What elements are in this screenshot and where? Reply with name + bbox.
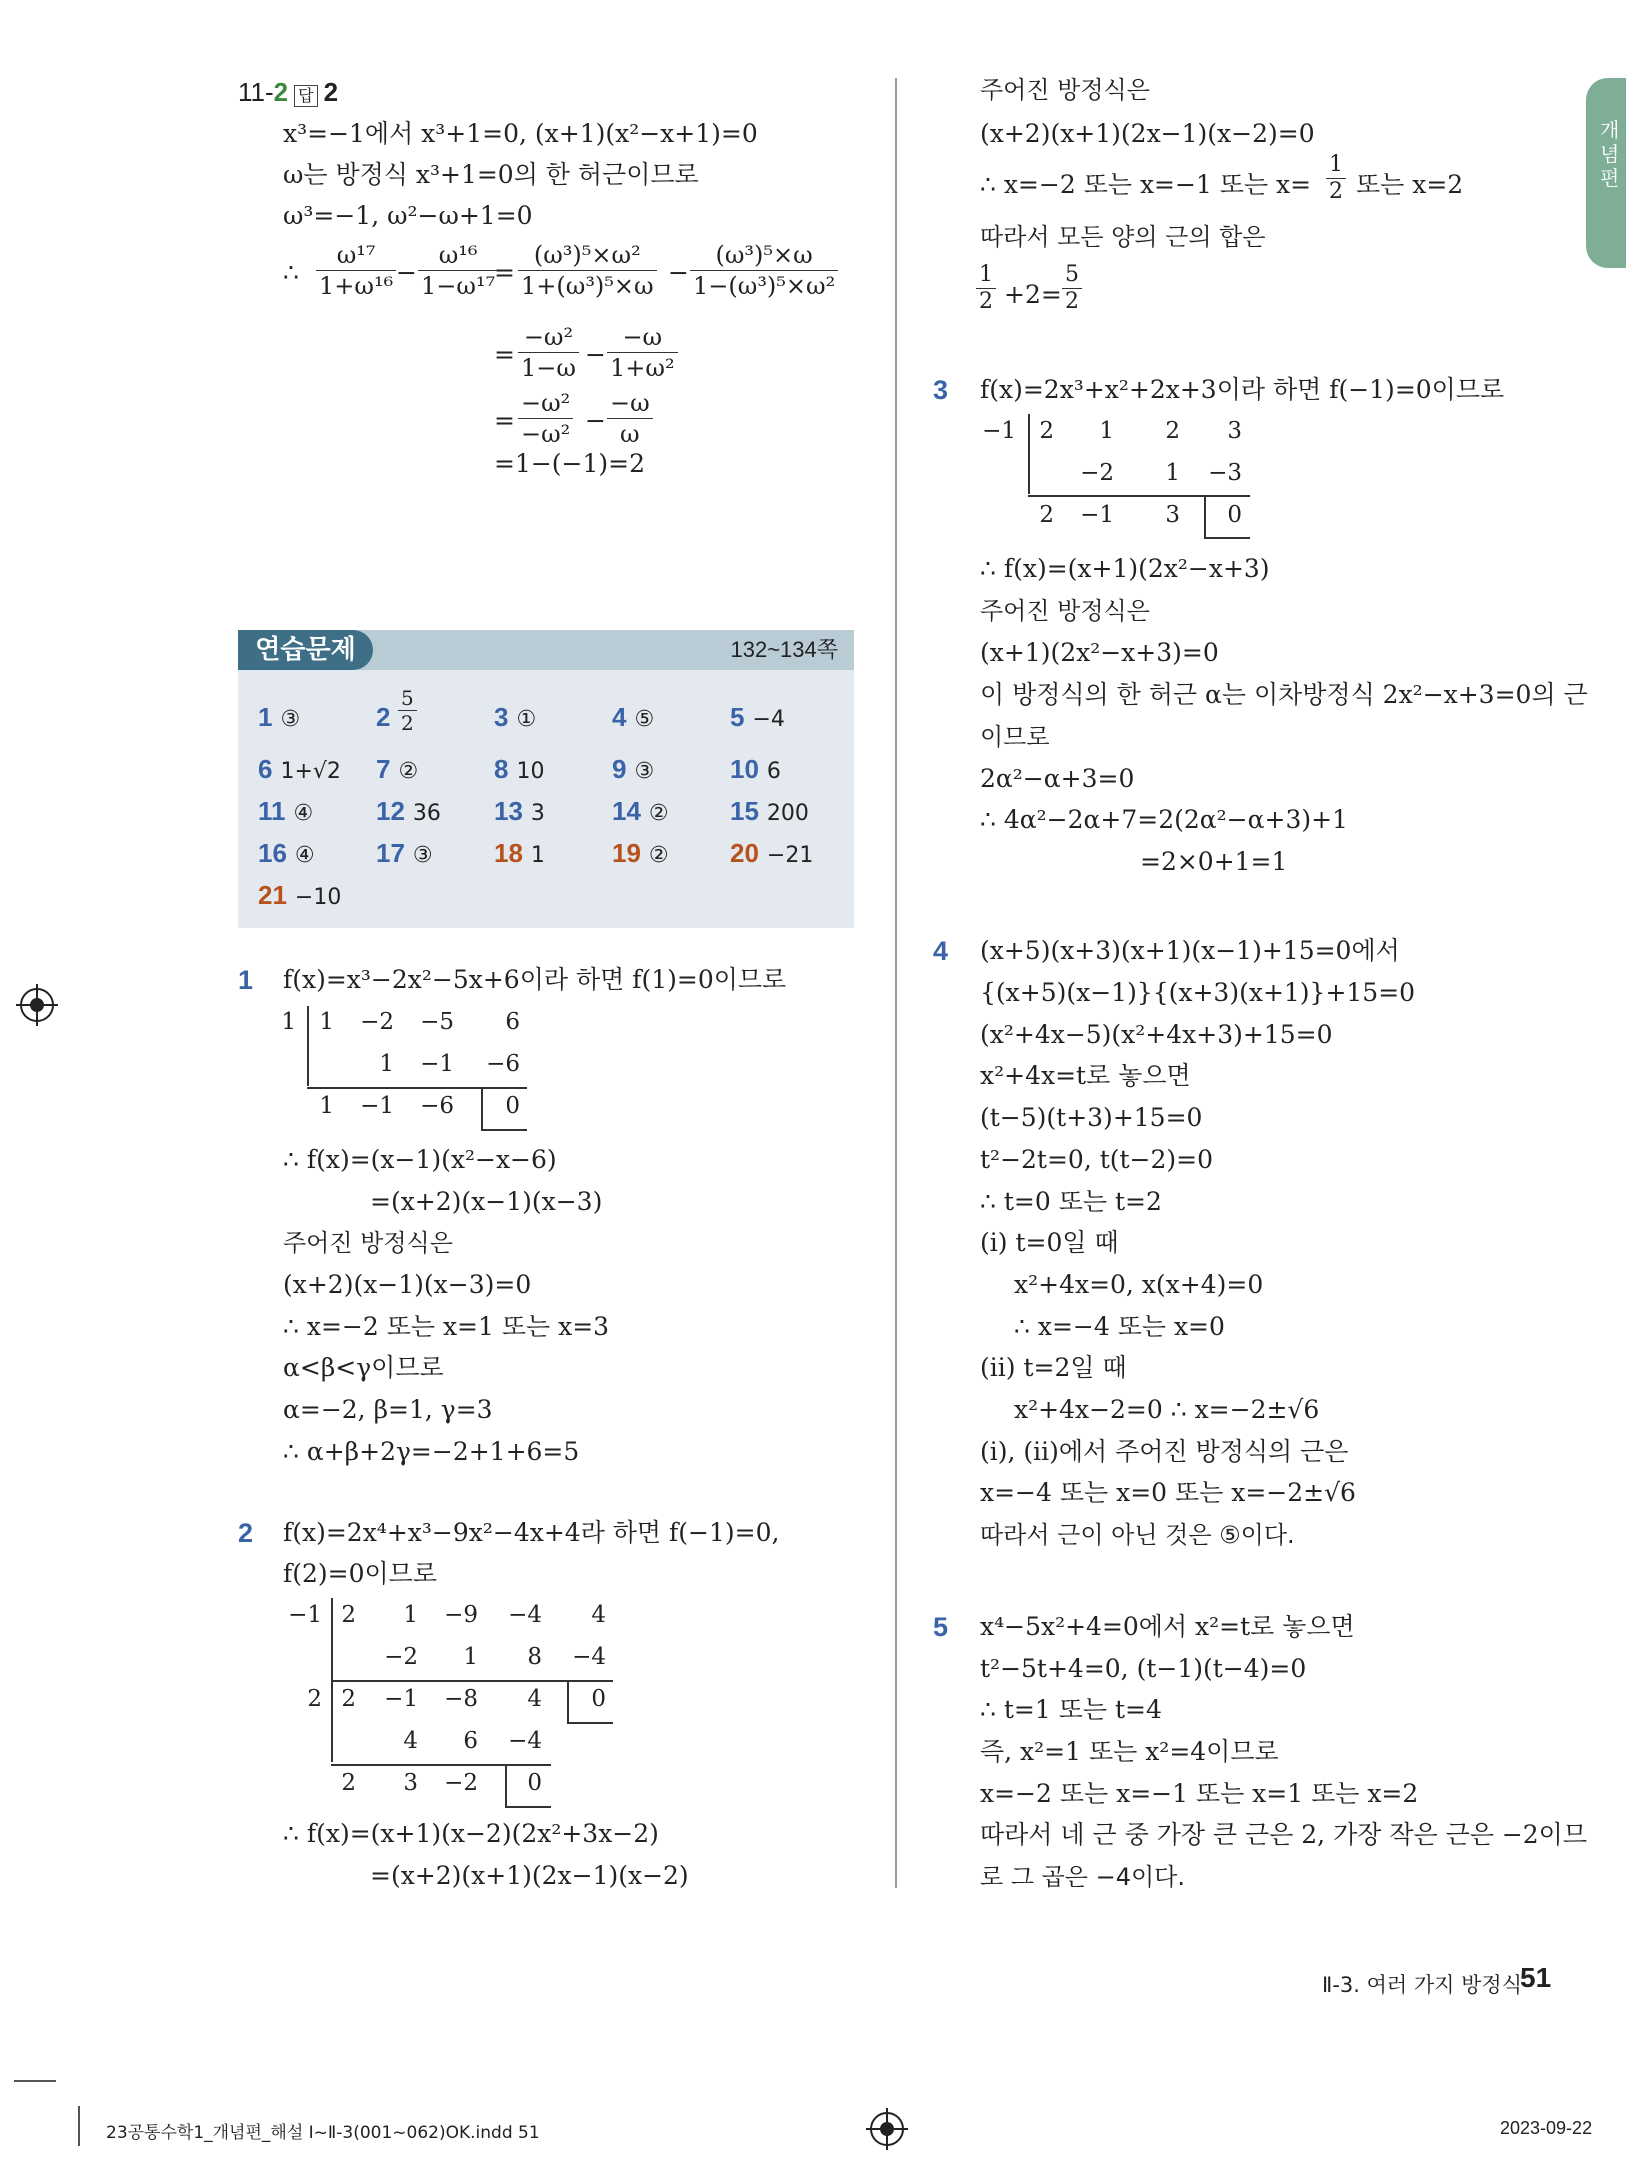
denominator: 1+ω² <box>610 354 675 382</box>
answer-label-box: 답 <box>294 85 317 107</box>
text-line: ∴ 4α²−2α+7=2(2α²−α+3)+1 <box>980 805 1348 834</box>
sd-cell: 2 <box>341 1602 356 1628</box>
sd-cell: 4 <box>527 1686 542 1712</box>
answer-item <box>494 838 545 869</box>
denominator: 2 <box>1329 179 1343 204</box>
print-date: 2023-09-22 <box>1500 2118 1593 2138</box>
sd-cell: 2 <box>1039 502 1054 528</box>
text-line: t²−2t=0, t(t−2)=0 <box>980 1145 1214 1174</box>
text-line: f(x)=2x³+x²+2x+3이라 하면 f(−1)=0이므로 <box>980 375 1505 404</box>
sd-remainder: 0 <box>1227 502 1242 528</box>
sd-cell: 2 <box>1165 418 1180 444</box>
solution-number: 5 <box>933 1612 949 1642</box>
answer-number: 13 <box>494 796 523 826</box>
sd-cell: 4 <box>403 1728 418 1754</box>
answer-number: 15 <box>730 796 759 826</box>
answer-item <box>730 754 781 785</box>
column-divider <box>895 78 897 1888</box>
answer-item <box>258 880 341 911</box>
sd-cell: −1 <box>384 1686 418 1712</box>
sd-cell: 1 <box>319 1093 334 1119</box>
text-line: 주어진 방정식은 <box>283 1229 453 1257</box>
operator: = <box>494 258 515 287</box>
chapter-label: Ⅱ-3. 여러 가지 방정식 <box>1322 1973 1522 1997</box>
text-line: (x+2)(x−1)(x−3)=0 <box>283 1270 532 1299</box>
sd-cell: 1 <box>379 1051 394 1077</box>
text-line: ∴ x=−2 또는 x=1 또는 x=3 <box>283 1312 610 1341</box>
answer-value: ② <box>648 801 669 826</box>
answer-number: 4 <box>612 702 627 732</box>
text-line: (t−5)(t+3)+15=0 <box>980 1103 1203 1132</box>
numerator: 5 <box>398 686 417 711</box>
fraction <box>976 262 996 315</box>
answer-number: 16 <box>258 838 287 868</box>
sd-cell: 1 <box>319 1009 334 1035</box>
sd-cell: 2 <box>341 1770 356 1796</box>
registration-mark-icon <box>870 2112 904 2146</box>
text-line: ∴ t=0 또는 t=2 <box>980 1187 1162 1216</box>
sd-cell: 2 <box>1039 418 1054 444</box>
sd-rule <box>505 1764 507 1806</box>
text-line: f(2)=0이므로 <box>283 1559 437 1588</box>
numerator: ω¹⁷ <box>316 240 396 271</box>
text-line: ∴ α+β+2γ=−2+1+6=5 <box>283 1437 580 1466</box>
answer-value: −21 <box>766 843 814 868</box>
fraction <box>690 240 838 301</box>
answer-value: −10 <box>294 885 342 910</box>
sd-cell: 1 <box>1165 460 1180 486</box>
denominator: 1−ω¹⁷ <box>421 272 496 300</box>
sd-remainder: 0 <box>527 1770 542 1796</box>
sd-cell: −6 <box>420 1093 454 1119</box>
answer-item <box>376 796 441 827</box>
answer-item <box>494 754 544 785</box>
answer-item <box>258 838 315 869</box>
answer-item <box>612 754 654 785</box>
sd-cell: 1 <box>463 1644 478 1670</box>
numerator: −ω <box>607 322 678 353</box>
text-line: {(x+5)(x−1)}{(x+3)(x+1)}+15=0 <box>980 978 1416 1007</box>
registration-mark-icon <box>20 988 54 1022</box>
sd-cell: 6 <box>463 1728 478 1754</box>
page-number: 51 <box>1520 1962 1552 1993</box>
text-line: 따라서 모든 양의 근의 합은 <box>980 223 1266 251</box>
panel-page-range: 132~134쪽 <box>730 637 838 662</box>
answer-number: 6 <box>258 754 273 784</box>
print-file-name: 23공통수학1_개념편_해설 Ⅰ~Ⅱ-3(001~062)OK.indd 51 <box>106 2123 540 2143</box>
numerator: −ω² <box>518 388 573 419</box>
practice-answers-panel <box>238 630 854 928</box>
fraction <box>398 686 417 735</box>
answer-item <box>494 796 545 827</box>
sd-cell: 3 <box>403 1770 418 1796</box>
sd-cell: 6 <box>505 1009 520 1035</box>
sd-cell: −6 <box>486 1051 520 1077</box>
text-line: ∴ x=−2 또는 x=−1 또는 x= <box>980 170 1312 199</box>
answer-value: ③ <box>634 759 655 784</box>
sd-divisor: −1 <box>982 418 1016 444</box>
sd-cell: 8 <box>527 1644 542 1670</box>
text-line: t²−5t+4=0, (t−1)(t−4)=0 <box>980 1654 1307 1683</box>
sd-cell: −4 <box>508 1728 542 1754</box>
answer-value: 1 <box>530 843 545 868</box>
section-side-tab <box>1586 78 1626 268</box>
answer-value: 10 <box>516 759 545 784</box>
sd-cell: 3 <box>1227 418 1242 444</box>
answer-item <box>494 702 536 733</box>
operator: − <box>396 258 417 287</box>
answer-value: 2 <box>323 77 339 107</box>
text-line: α=−2, β=1, γ=3 <box>283 1395 493 1424</box>
answer-number: 17 <box>376 838 405 868</box>
sd-cell: −3 <box>1208 460 1242 486</box>
sd-divisor: 2 <box>307 1686 322 1712</box>
fraction <box>518 240 657 301</box>
answer-value: ② <box>648 843 669 868</box>
answer-item <box>612 702 654 733</box>
text-line: ω는 방정식 x³+1=0의 한 허근이므로 <box>283 160 699 189</box>
fraction <box>418 240 498 301</box>
numerator: (ω³)⁵×ω <box>690 240 838 271</box>
fraction <box>1326 152 1346 205</box>
answer-value: ③ <box>412 843 433 868</box>
operator: − <box>585 406 606 435</box>
text-line: ∴ f(x)=(x+1)(x−2)(2x²+3x−2) <box>283 1819 659 1848</box>
text-line: x⁴−5x²+4=0에서 x²=t로 놓으면 <box>980 1612 1355 1641</box>
text-line: ∴ t=1 또는 t=4 <box>980 1695 1162 1724</box>
answer-number: 18 <box>494 838 523 868</box>
sd-cell: −4 <box>572 1644 606 1670</box>
answer-number: 20 <box>730 838 759 868</box>
denominator: 1−ω <box>521 354 576 382</box>
crop-mark <box>78 2106 80 2146</box>
answer-item <box>258 702 300 733</box>
answer-value: 6 <box>766 759 781 784</box>
sd-rule <box>567 1680 569 1722</box>
denominator: 2 <box>1065 289 1079 314</box>
text-line: ω³=−1, ω²−ω+1=0 <box>283 201 533 230</box>
text-line: (x+2)(x+1)(2x−1)(x−2)=0 <box>980 119 1315 148</box>
problem-number-suffix: 2 <box>273 77 289 107</box>
numerator: 1 <box>976 262 996 289</box>
text-line: =1−(−1)=2 <box>494 449 646 478</box>
fraction <box>607 388 653 449</box>
answer-number: 10 <box>730 754 759 784</box>
answer-value: −4 <box>752 707 785 732</box>
sd-cell: 1 <box>1099 418 1114 444</box>
answer-item <box>612 838 669 869</box>
answer-number: 14 <box>612 796 641 826</box>
sd-cell: −8 <box>444 1686 478 1712</box>
answer-value: 3 <box>530 801 545 826</box>
sd-rule <box>481 1087 483 1129</box>
answer-value: 36 <box>412 801 441 826</box>
solution-number: 3 <box>933 375 949 405</box>
numerator: 1 <box>1326 152 1346 179</box>
text-line: 주어진 방정식은 <box>980 76 1150 104</box>
text-line: ∴ f(x)=(x−1)(x²−x−6) <box>283 1145 557 1174</box>
operator: = <box>494 340 515 369</box>
text-line: 따라서 네 근 중 가장 큰 근은 2, 가장 작은 근은 −2이므 <box>980 1820 1587 1849</box>
answer-number: 2 <box>376 702 391 732</box>
side-tab-label: 개념편 <box>1600 118 1620 190</box>
fraction <box>518 322 579 383</box>
answer-item <box>612 796 669 827</box>
sd-remainder: 0 <box>591 1686 606 1712</box>
text-line: +2= <box>1004 280 1062 309</box>
solution-number: 2 <box>238 1518 254 1548</box>
text-line: α<β<γ이므로 <box>283 1353 444 1382</box>
numerator: (ω³)⁵×ω² <box>518 240 657 271</box>
text-line: x=−2 또는 x=−1 또는 x=1 또는 x=2 <box>980 1779 1419 1808</box>
sd-divisor: 1 <box>281 1009 296 1035</box>
denominator: −ω² <box>521 420 571 448</box>
sd-cell: −1 <box>1080 502 1114 528</box>
text-line: (ⅱ) t=2일 때 <box>980 1353 1127 1382</box>
denominator: 1−(ω³)⁵×ω² <box>693 272 836 300</box>
text-line: (ⅰ) t=0일 때 <box>980 1228 1119 1257</box>
operator: − <box>585 340 606 369</box>
text-line: (x²+4x−5)(x²+4x+3)+15=0 <box>980 1020 1333 1049</box>
answer-item <box>376 838 433 869</box>
answer-value: 200 <box>766 801 809 826</box>
sd-rule <box>1204 495 1206 537</box>
text-line: 또는 x=2 <box>1356 170 1464 199</box>
therefore-symbol: ∴ <box>283 258 299 287</box>
denominator: 2 <box>401 711 414 735</box>
sd-cell: −4 <box>508 1602 542 1628</box>
text-line: x²+4x=0, x(x+4)=0 <box>1014 1270 1264 1299</box>
denominator: ω <box>620 420 640 448</box>
answer-number: 11 <box>258 796 286 826</box>
registration-dot <box>30 998 44 1012</box>
text-line: =2×0+1=1 <box>1140 847 1288 876</box>
fraction <box>518 388 573 449</box>
sd-cell: −2 <box>360 1009 394 1035</box>
sd-divisor: −1 <box>288 1602 322 1628</box>
text-line: ∴ f(x)=(x+1)(2x²−x+3) <box>980 554 1270 583</box>
answer-item <box>258 796 313 827</box>
text-line: 즉, x²=1 또는 x²=4이므로 <box>980 1737 1279 1766</box>
answer-number: 3 <box>494 702 509 732</box>
fraction <box>316 240 396 301</box>
sd-cell: −2 <box>384 1644 418 1670</box>
sd-cell: −9 <box>444 1602 478 1628</box>
answer-item <box>258 754 341 785</box>
numerator: 5 <box>1062 262 1082 289</box>
sd-cell: 3 <box>1165 502 1180 528</box>
answer-number: 21 <box>258 880 287 910</box>
sd-cell: −1 <box>420 1051 454 1077</box>
sd-rule <box>1028 495 1250 497</box>
answer-item <box>730 702 785 733</box>
sd-remainder: 0 <box>505 1093 520 1119</box>
text-line: =(x+2)(x+1)(2x−1)(x−2) <box>370 1861 689 1890</box>
text-line: x²+4x−2=0 ∴ x=−2±√6 <box>1014 1395 1320 1424</box>
sd-cell: 1 <box>403 1602 418 1628</box>
sd-rule <box>481 1129 527 1131</box>
panel-header <box>238 630 854 670</box>
solution-number: 1 <box>238 965 254 995</box>
answer-value: ⑤ <box>634 707 655 732</box>
answer-item <box>376 702 398 733</box>
text-line: 따라서 근이 아닌 것은 ⑤이다. <box>980 1521 1295 1549</box>
answer-item <box>730 796 809 827</box>
fraction <box>607 322 678 383</box>
text-line: f(x)=x³−2x²−5x+6이라 하면 f(1)=0이므로 <box>283 965 787 994</box>
sd-cell: −5 <box>420 1009 454 1035</box>
answer-value: ③ <box>280 707 301 732</box>
sd-rule <box>331 1764 551 1766</box>
text-line: 이 방정식의 한 허근 α는 이차방정식 2x²−x+3=0의 근 <box>980 680 1588 709</box>
text-line: (ⅰ), (ⅱ)에서 주어진 방정식의 근은 <box>980 1437 1349 1466</box>
panel-title: 연습문제 <box>238 630 373 670</box>
denominator: 1+(ω³)⁵×ω <box>521 272 654 300</box>
text-line: ∴ x=−4 또는 x=0 <box>1014 1312 1225 1341</box>
numerator: −ω <box>607 388 653 419</box>
sd-rule <box>1204 537 1250 539</box>
answer-number: 12 <box>376 796 405 826</box>
answer-item <box>376 754 418 785</box>
fraction <box>1062 262 1082 315</box>
problem-number-prefix: 11- <box>238 77 274 107</box>
text-line: 주어진 방정식은 <box>980 597 1150 625</box>
answer-value: ④ <box>293 801 314 826</box>
text-line: (x+1)(2x²−x+3)=0 <box>980 638 1219 667</box>
numerator: ω¹⁶ <box>418 240 498 271</box>
answer-value: 1+√2 <box>280 759 341 784</box>
answer-number: 8 <box>494 754 509 784</box>
answer-number: 7 <box>376 754 391 784</box>
text-line: 로 그 곱은 −4이다. <box>980 1863 1185 1891</box>
sd-cell: −1 <box>360 1093 394 1119</box>
solution-number: 4 <box>933 936 949 966</box>
sd-cell: −2 <box>1080 460 1114 486</box>
answer-number: 19 <box>612 838 641 868</box>
sd-rule <box>307 1087 527 1089</box>
answer-number: 9 <box>612 754 627 784</box>
problem-number <box>238 77 338 108</box>
sd-cell: 4 <box>591 1602 606 1628</box>
numerator: −ω² <box>518 322 579 353</box>
sd-cell: 2 <box>341 1686 356 1712</box>
text-line: x²+4x=t로 놓으면 <box>980 1061 1191 1090</box>
crop-mark <box>14 2080 56 2082</box>
operator: = <box>494 406 515 435</box>
answer-item <box>730 838 813 869</box>
answer-number: 1 <box>258 702 273 732</box>
text-line: x=−4 또는 x=0 또는 x=−2±√6 <box>980 1478 1356 1507</box>
sd-rule <box>331 1680 613 1682</box>
answer-number: 5 <box>730 702 745 732</box>
text-line: (x+5)(x+3)(x+1)(x−1)+15=0에서 <box>980 936 1400 965</box>
sd-cell: −2 <box>444 1770 478 1796</box>
registration-dot <box>880 2122 894 2136</box>
answer-value: ④ <box>294 843 315 868</box>
text-line: x³=−1에서 x³+1=0, (x+1)(x²−x+1)=0 <box>283 119 758 148</box>
text-line: 이므로 <box>980 723 1050 751</box>
denominator: 1+ω¹⁶ <box>319 272 394 300</box>
sd-rule <box>505 1806 551 1808</box>
text-line: 2α²−α+3=0 <box>980 764 1135 793</box>
answer-value: ① <box>516 707 537 732</box>
operator: − <box>668 258 689 287</box>
answer-value: ② <box>398 759 419 784</box>
sd-rule <box>567 1722 613 1724</box>
text-line: =(x+2)(x−1)(x−3) <box>370 1187 603 1216</box>
denominator: 2 <box>979 289 993 314</box>
text-line: f(x)=2x⁴+x³−9x²−4x+4라 하면 f(−1)=0, <box>283 1518 780 1547</box>
